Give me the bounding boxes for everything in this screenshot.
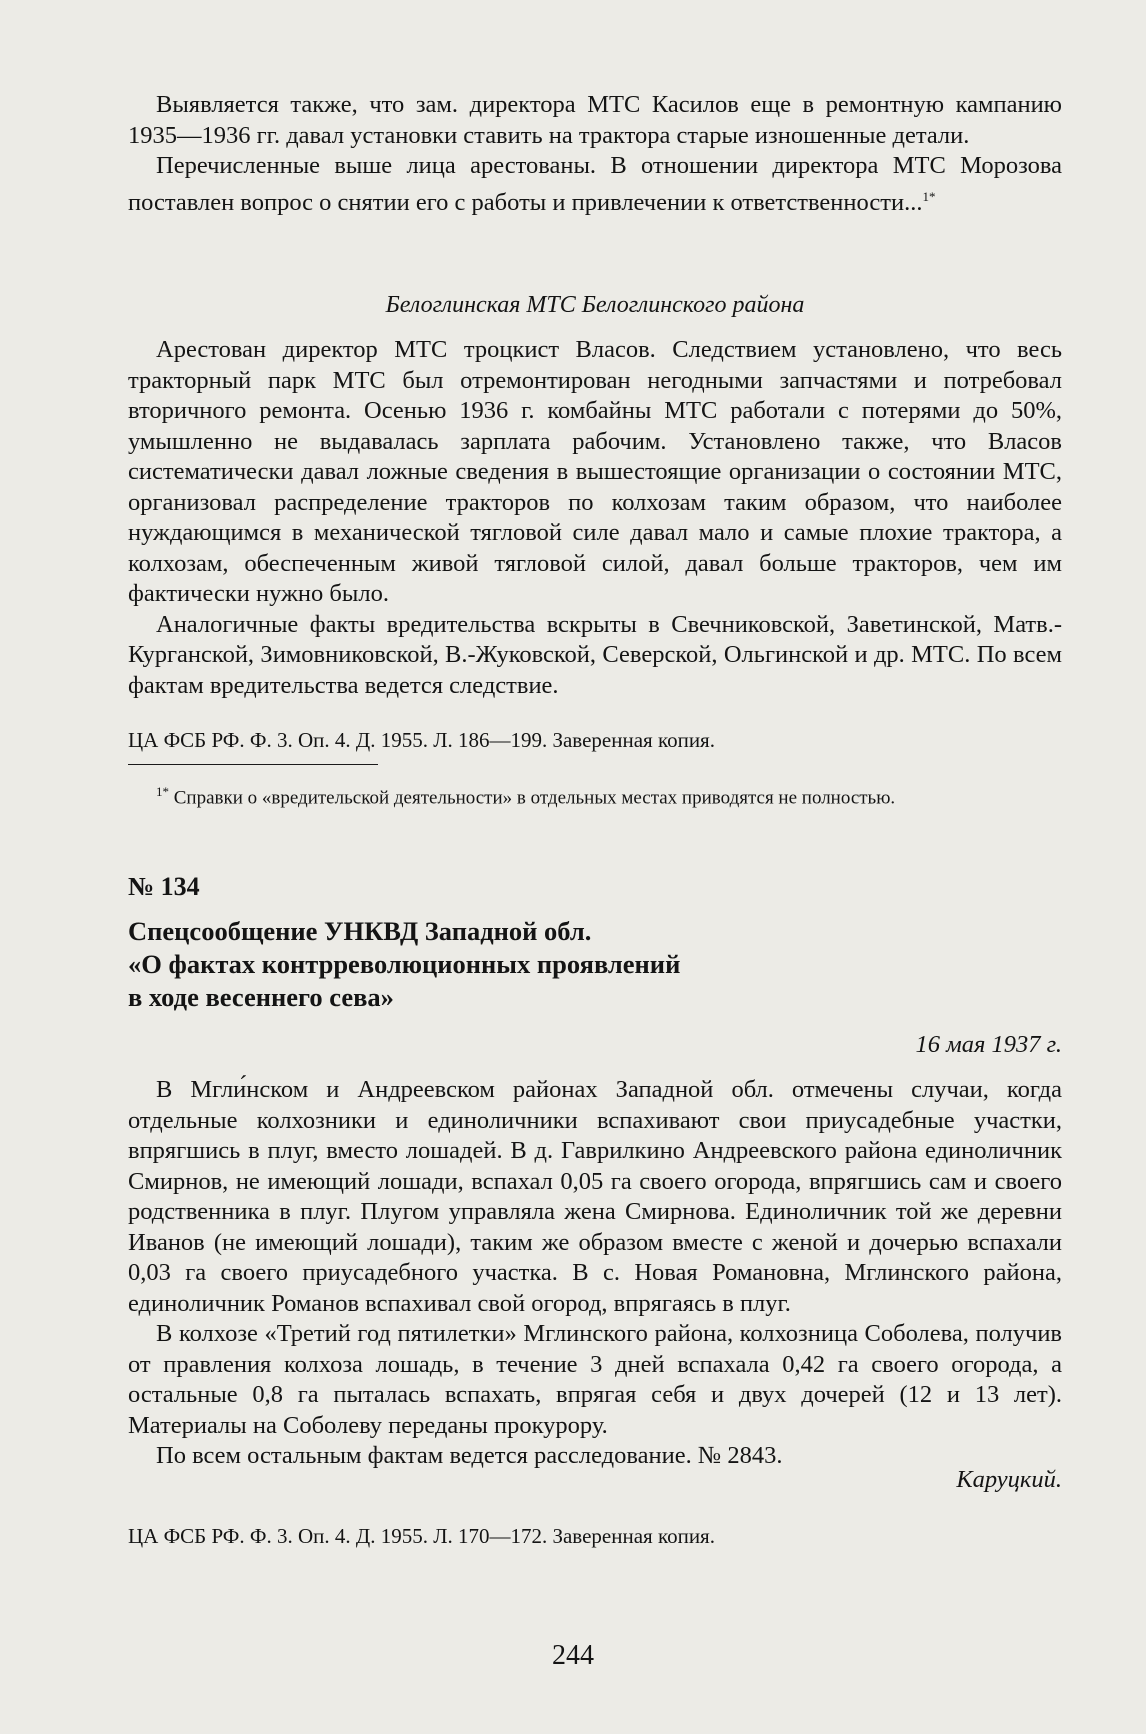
archive-source: ЦА ФСБ РФ. Ф. 3. Оп. 4. Д. 1955. Л. 186—199. Заверенная копия. bbox=[128, 728, 715, 752]
footnote-label: 1* bbox=[156, 784, 169, 799]
document-date: 16 мая 1937 г. bbox=[915, 1031, 1062, 1058]
middle-section bbox=[128, 335, 1062, 701]
paragraph: В колхозе «Третий год пятилетки» Мглинского района, колхозница Соболева, получив от правления колхоза лошадь, в течение 3 дней вспахала 0,42 га своего огорода, а остальные 0,8 га пыталась вспахать, впрягая себя и двух дочерей (12 и 13 лет). Материалы на Соболеву переданы прокурору. bbox=[128, 1320, 1062, 1439]
footnote-text: Справки о «вредительской деятельности» в отдельных местах приводятся не полностью. bbox=[173, 787, 896, 809]
footnote-divider bbox=[128, 764, 378, 765]
paragraph: По всем остальным фактам ведется расследование. № 2843. bbox=[156, 1442, 783, 1469]
document-title-line: в ходе весеннего сева» bbox=[128, 982, 394, 1012]
document-title-line: Спецсообщение УНКВД Западной обл. bbox=[128, 916, 592, 946]
archive-source: ЦА ФСБ РФ. Ф. 3. Оп. 4. Д. 1955. Л. 170—172. Заверенная копия. bbox=[128, 1524, 715, 1548]
footnote bbox=[128, 780, 1062, 810]
top-section bbox=[128, 90, 1062, 218]
signature-block bbox=[128, 1465, 1062, 1496]
date-block bbox=[128, 1030, 1062, 1061]
footnote-block bbox=[128, 780, 1062, 810]
paragraph-with-footnote bbox=[128, 151, 1062, 218]
paragraph: В Мгли́нском и Андреевском районах Западной обл. отмечены случаи, когда отдельные колхозники и единоличники вспахивают свои приусадебные участки, впрягшись в плуг, вместо лошадей. В д. Гаврилкино Андреевского района единоличник Смирнов, не имеющий лошади, вспахал 0,05 га своего огорода, впрягшись сам и своего родственника в плуг. Плугом управляла жена Смирнова. Единоличник той же деревни Иванов (не имеющий лошади), таким же образом вместе с женой и дочерью вспахали 0,03 га своего приусадебного участка. В с. Новая Романовна, Мглинского района, единоличник Романов вспахивал свой огород, впрягаясь в плуг. bbox=[128, 1076, 1062, 1317]
footnote-ref: 1* bbox=[922, 188, 936, 204]
footnote-rule-block bbox=[128, 764, 1062, 765]
page-number: 244 bbox=[552, 1640, 594, 1671]
bottom-section bbox=[128, 1075, 1062, 1472]
signature: Каруцкий. bbox=[956, 1466, 1062, 1493]
paragraph: Выявляется также, что зам. директора МТС Касилов еще в ремонтную кампанию 1935—1936 гг. давал установки ставить на трактора старые изношенные детали. bbox=[128, 91, 1062, 149]
document-title-line: «О фактах контрреволюционных проявлений bbox=[128, 949, 681, 979]
paragraph: Арестован директор МТС троцкист Власов. Следствием установлено, что весь тракторный парк МТС был отремонтирован негодными запчастями и потребовал вторичного ремонта. Осенью 1936 г. комбайны МТС работали с потерями до 50%, умышленно не выдавалась зарплата рабочим. Установлено также, что Власов систематически давал ложные сведения в вышестоящие организации о состоянии МТС, организовал распределение тракторов по колхозам таким образом, что наиболее нуждающимся в механической тягловой силе давал мало и самые плохие трактора, а колхозам, обеспеченным живой тягловой силой, давал больше тракторов, чем им фактически нужно было. bbox=[128, 336, 1062, 607]
paragraph: Аналогичные факты вредительства вскрыты в Свечниковской, Заветинской, Матв.-Курганской, Зимовниковской, В.-Жуковской, Северской, Ольгинской и др. МТС. По всем фактам вредительства ведется следствие. bbox=[128, 610, 1062, 699]
document-header bbox=[128, 870, 1062, 904]
paragraph-text: Перечисленные выше лица арестованы. В отношении директора МТС Морозова поставлен вопрос о снятии его с работы и привлечении к ответственности... bbox=[128, 152, 1062, 216]
section-subheading: Белоглинская МТС Белоглинского района bbox=[385, 292, 805, 318]
subhead-block bbox=[128, 290, 1062, 321]
source-block-2 bbox=[128, 1523, 1062, 1549]
document-number: № 134 bbox=[128, 872, 200, 901]
source-block-1 bbox=[128, 727, 1062, 753]
document-title-block bbox=[128, 915, 1062, 1014]
